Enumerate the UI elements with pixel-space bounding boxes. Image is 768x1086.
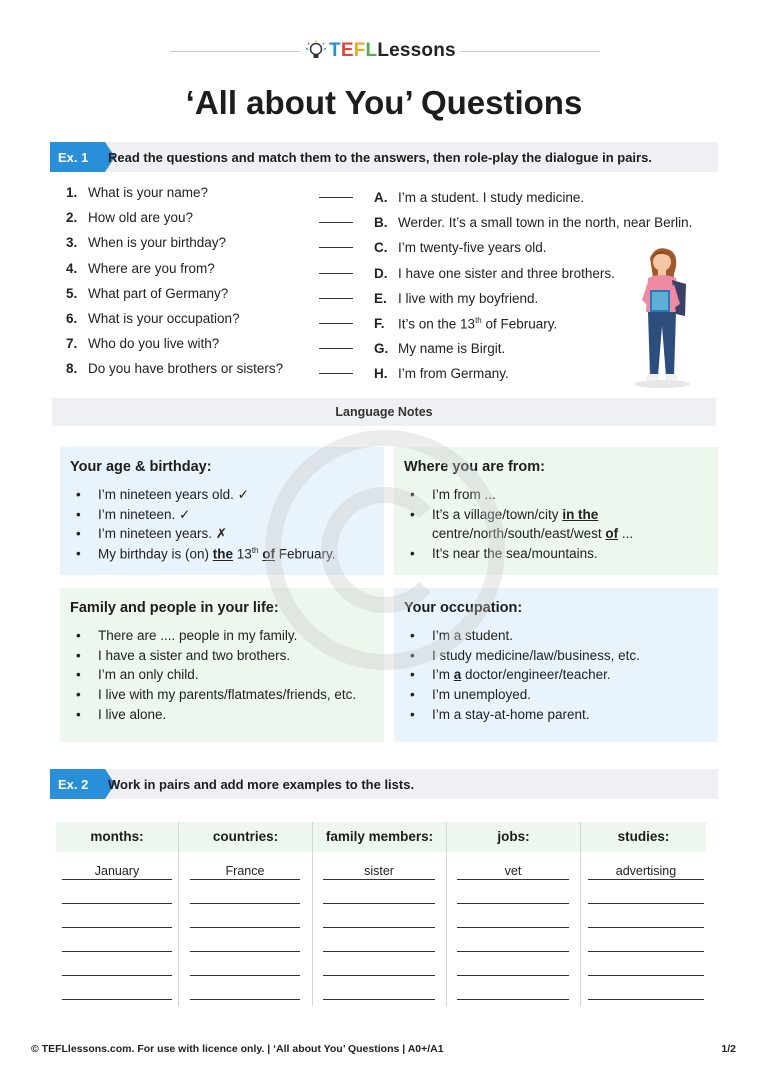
page-number: 1/2 bbox=[721, 1043, 736, 1055]
column-header: months: bbox=[56, 822, 178, 852]
example-value: advertising bbox=[588, 864, 704, 880]
brand-name: TEFLLessons bbox=[329, 40, 456, 61]
note-item: • I live with my parents/flatmates/friends, etc. bbox=[70, 687, 374, 707]
writing-line[interactable] bbox=[190, 999, 300, 1000]
question-item: 1. What is your name? bbox=[66, 185, 209, 200]
ex1-instruction: Read the questions and match them to the answers, then role-play the dialogue in pairs. bbox=[108, 149, 652, 165]
writing-line[interactable] bbox=[62, 975, 172, 976]
box-title: Your occupation: bbox=[404, 600, 523, 616]
answer-item: D. I have one sister and three brothers. bbox=[374, 265, 615, 281]
box-title: Family and people in your life: bbox=[70, 600, 279, 616]
box-title: Your age & birthday: bbox=[70, 459, 212, 475]
example-value: France bbox=[190, 864, 300, 880]
question-item: 7. Who do you live with? bbox=[66, 336, 220, 352]
writing-line[interactable] bbox=[323, 903, 435, 904]
writing-line[interactable] bbox=[190, 903, 300, 904]
writing-line[interactable] bbox=[588, 999, 704, 1000]
writing-line[interactable] bbox=[457, 951, 569, 952]
answer-blank[interactable] bbox=[319, 348, 353, 373]
note-item: • I’m unemployed. bbox=[404, 687, 708, 707]
writing-line[interactable] bbox=[62, 927, 172, 928]
table-column bbox=[313, 822, 446, 1006]
logo-header bbox=[170, 38, 600, 64]
writing-line[interactable] bbox=[62, 903, 172, 904]
writing-line[interactable] bbox=[190, 927, 300, 928]
note-item: • It’s a village/town/city in the bbox=[404, 507, 708, 527]
column-header: jobs: bbox=[447, 822, 580, 852]
answer-blanks bbox=[319, 197, 353, 399]
answer-item: C. I’m twenty-five years old. bbox=[374, 240, 547, 256]
note-item: • I’m a doctor/engineer/teacher. bbox=[404, 667, 708, 687]
writing-line[interactable] bbox=[323, 999, 435, 1000]
note-item: • I have a sister and two brothers. bbox=[70, 648, 374, 668]
age-birthday-box bbox=[60, 447, 384, 575]
answer-blank[interactable] bbox=[319, 197, 353, 222]
answer-item: B. Werder. It’s a small town in the north, near Berlin. bbox=[374, 215, 693, 231]
page-title: ‘All about You’ Questions bbox=[185, 84, 583, 121]
ex2-instruction: Work in pairs and add more examples to the lists. bbox=[108, 776, 415, 792]
note-item: • I’m a stay-at-home parent. bbox=[404, 707, 708, 727]
note-item: • I’m nineteen. ✓ bbox=[70, 507, 374, 527]
example-value: vet bbox=[457, 864, 569, 880]
writing-line[interactable] bbox=[62, 951, 172, 952]
writing-line[interactable] bbox=[190, 951, 300, 952]
language-notes-header: Language Notes bbox=[52, 398, 716, 426]
note-item: • It’s near the sea/mountains. bbox=[404, 546, 708, 566]
box-title: Where you are from: bbox=[404, 459, 545, 475]
answer-blank[interactable] bbox=[319, 222, 353, 247]
note-item-continued: centre/north/south/east/west of ... bbox=[432, 526, 634, 542]
divider bbox=[460, 51, 600, 52]
writing-line[interactable] bbox=[323, 975, 435, 976]
note-item: • I’m from ... bbox=[404, 487, 708, 507]
note-item: • I’m an only child. bbox=[70, 667, 374, 687]
writing-line[interactable] bbox=[457, 927, 569, 928]
ex2-banner bbox=[50, 769, 718, 799]
question-item: 5. What part of Germany? bbox=[66, 285, 229, 301]
table-column bbox=[56, 822, 178, 1006]
divider bbox=[170, 51, 300, 52]
note-item: • There are .... people in my family. bbox=[70, 628, 374, 648]
writing-line[interactable] bbox=[588, 951, 704, 952]
answer-blank[interactable] bbox=[319, 298, 353, 323]
student-illustration bbox=[628, 244, 698, 390]
writing-line[interactable] bbox=[323, 927, 435, 928]
answer-item: E. I live with my boyfriend. bbox=[374, 290, 539, 306]
table-column bbox=[179, 822, 312, 1006]
column-header: family members: bbox=[313, 822, 446, 852]
writing-line[interactable] bbox=[62, 999, 172, 1000]
occupation-box bbox=[394, 588, 718, 742]
ex1-tag: Ex. 1 bbox=[50, 142, 105, 172]
question-item: 2. How old are you? bbox=[66, 210, 194, 226]
where-from-box bbox=[394, 447, 718, 575]
writing-line[interactable] bbox=[457, 903, 569, 904]
question-item: 3. When is your birthday? bbox=[66, 235, 227, 251]
footer-text: © TEFLlessons.com. For use with licence only. | ‘All about You’ Questions | A0+/A1 bbox=[31, 1043, 444, 1055]
answer-blank[interactable] bbox=[319, 273, 353, 298]
column-header: countries: bbox=[179, 822, 312, 852]
family-box bbox=[60, 588, 384, 742]
answer-item: F. It’s on the 13th of February. bbox=[374, 315, 558, 332]
question-item: 8. Do you have brothers or sisters? bbox=[66, 361, 284, 377]
writing-line[interactable] bbox=[323, 951, 435, 952]
example-value: sister bbox=[323, 864, 435, 880]
column-header: studies: bbox=[581, 822, 706, 852]
note-item: • I live alone. bbox=[70, 707, 374, 727]
writing-line[interactable] bbox=[588, 903, 704, 904]
writing-line[interactable] bbox=[588, 975, 704, 976]
table-column bbox=[581, 822, 706, 1006]
answer-item: G. My name is Birgit. bbox=[374, 341, 506, 357]
lightbulb-icon bbox=[306, 40, 326, 62]
note-item: • I’m nineteen years old. ✓ bbox=[70, 487, 374, 507]
ex2-tag: Ex. 2 bbox=[50, 769, 105, 799]
answer-item: A. I’m a student. I study medicine. bbox=[374, 190, 585, 205]
note-item: • I’m nineteen years. ✗ bbox=[70, 526, 374, 546]
answer-blank[interactable] bbox=[319, 247, 353, 272]
table-column bbox=[447, 822, 580, 1006]
answer-item: H. I’m from Germany. bbox=[374, 366, 509, 382]
question-item: 6. What is your occupation? bbox=[66, 310, 240, 326]
question-item: 4. Where are you from? bbox=[66, 260, 215, 276]
example-value: January bbox=[62, 864, 172, 880]
question-list bbox=[66, 185, 283, 387]
note-item: • My birthday is (on) the 13th of February. bbox=[70, 546, 374, 566]
writing-line[interactable] bbox=[588, 927, 704, 928]
answer-blank[interactable] bbox=[319, 323, 353, 348]
answer-blank[interactable] bbox=[319, 373, 353, 398]
writing-line[interactable] bbox=[190, 975, 300, 976]
brand-logo bbox=[306, 38, 456, 64]
note-item: • I study medicine/law/business, etc. bbox=[404, 648, 708, 668]
writing-line[interactable] bbox=[457, 999, 569, 1000]
ex1-banner bbox=[50, 142, 718, 172]
note-item: • I’m a student. bbox=[404, 628, 708, 648]
writing-line[interactable] bbox=[457, 975, 569, 976]
